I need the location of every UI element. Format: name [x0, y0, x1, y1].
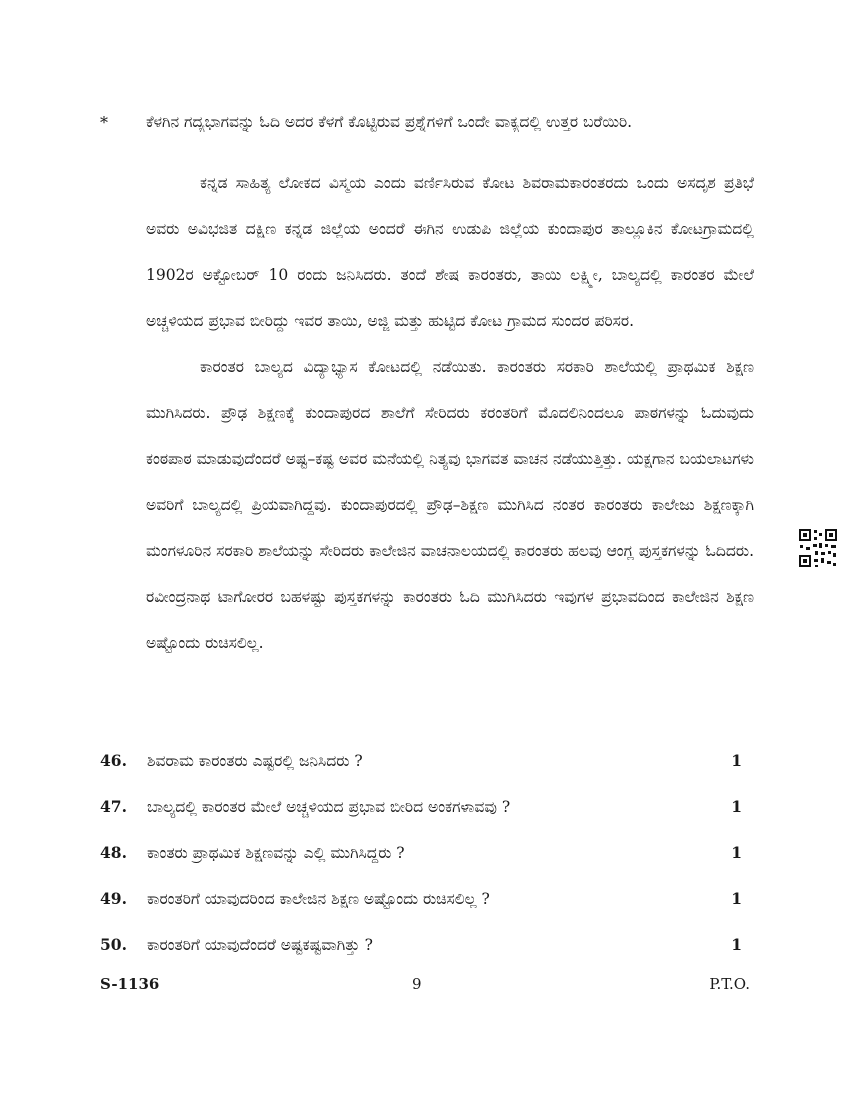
question-48 [100, 830, 750, 876]
question-number: 50. [100, 935, 127, 954]
passage [146, 160, 754, 666]
question-text: ಕಾರಂತರಿಗೆ ಯಾವುದೆಂದರೆ ಅಷ್ಟಕಷ್ಟವಾಗಿತ್ತು ? [147, 936, 373, 954]
question-text: ಬಾಲ್ಯದಲ್ಲಿ ಕಾರಂತರ ಮೇಲೆ ಅಚ್ಚಳಿಯದ ಪ್ರಭಾವ ಬೀರಿದ ಅಂಕಗಳಾವವು ? [147, 798, 511, 816]
page-number: 9 [412, 975, 422, 993]
question-marks: 1 [731, 751, 742, 770]
passage-paragraph-1: ಕನ್ನಡ ಸಾಹಿತ್ಯ ಲೋಕದ ವಿಸ್ಮಯ ಎಂದು ವರ್ಣಿಸಿರುವ ಕೋಟ ಶಿವರಾಮಕಾರಂತರದು ಒಂದು ಅಸದೃಶ ಪ್ರತಿಭೆ ಅವರು ಅವಿಭಜಿತ ದಕ್ಷಿಣ ಕನ್ನಡ ಜಿಲ್ಲೆಯ ಅಂದರೆ ಈಗಿನ ಉಡುಪಿ ಜಿಲ್ಲೆಯ ಕುಂದಾಪುರ ತಾಲ್ಲೂಕಿನ ಕೋಟಗ್ರಾಮದಲ್ಲಿ 1902ರ ಅಕ್ಟೋಬರ್ 10 ರಂದು ಜನಿಸಿದರು. ತಂದೆ ಶೇಷ ಕಾರಂತರು, ತಾಯಿ ಲಕ್ಷ್ಮೀ, ಬಾಲ್ಯದಲ್ಲಿ ಕಾರಂತರ ಮೇಲೆ ಅಚ್ಚಳಿಯದ ಪ್ರಭಾವ ಬೀರಿದ್ದು ಇವರ ತಾಯಿ, ಅಜ್ಜಿ ಮತ್ತು ಹುಟ್ಟಿದ ಕೋಟ ಗ್ರಾಮದ ಸುಂದರ ಪರಿಸರ. [146, 174, 754, 330]
question-47 [100, 784, 750, 830]
paper-code: S-1136 [100, 975, 160, 993]
question-46 [100, 738, 750, 784]
question-number: 47. [100, 797, 127, 816]
question-marks: 1 [731, 889, 742, 908]
question-50 [100, 922, 750, 968]
instruction-text: ಕೆಳಗಿನ ಗದ್ಯಭಾಗವನ್ನು ಓದಿ ಅದರ ಕೆಳಗೆ ಕೊಟ್ಟಿರುವ ಪ್ರಶ್ನೆಗಳಿಗೆ ಒಂದೇ ವಾಕ್ಯದಲ್ಲಿ ಉತ್ತರ ಬರೆಯಿರಿ. [146, 113, 633, 131]
question-list [100, 738, 750, 968]
pto-label: P.T.O. [709, 975, 750, 993]
question-text: ಶಿವರಾಮ ಕಾರಂತರು ಎಷ್ಟರಲ್ಲಿ ಜನಿಸಿದರು ? [147, 752, 363, 770]
qr-code-icon [798, 528, 838, 568]
question-number: 48. [100, 843, 127, 862]
question-number: 46. [100, 751, 127, 770]
question-49 [100, 876, 750, 922]
question-text: ಕಾಂತರು ಪ್ರಾಥಮಿಕ ಶಿಕ್ಷಣವನ್ನು ಎಲ್ಲಿ ಮುಗಿಸಿದ್ದರು ? [147, 844, 405, 862]
question-text: ಕಾರಂತರಿಗೆ ಯಾವುದರಿಂದ ಕಾಲೇಜಿನ ಶಿಕ್ಷಣ ಅಷ್ಟೊಂದು ರುಚಿಸಲಿಲ್ಲ ? [147, 890, 490, 908]
question-number: 49. [100, 889, 127, 908]
question-marks: 1 [731, 797, 742, 816]
passage-paragraph-2: ಕಾರಂತರ ಬಾಲ್ಯದ ವಿದ್ಯಾಭ್ಯಾಸ ಕೋಟದಲ್ಲಿ ನಡೆಯಿತು. ಕಾರಂತರು ಸರಕಾರಿ ಶಾಲೆಯಲ್ಲಿ ಪ್ರಾಥಮಿಕ ಶಿಕ್ಷಣ ಮುಗಿಸಿದರು. ಪ್ರೌಢ ಶಿಕ್ಷಣಕ್ಕೆ ಕುಂದಾಪುರದ ಶಾಲೆಗೆ ಸೇರಿದರು ಕರಂತರಿಗೆ ಮೊದಲಿನಿಂದಲೂ ಪಾಠಗಳನ್ನು ಓದುವುದು ಕಂಠಪಾಠ ಮಾಡುವುದೆಂದರೆ ಅಷ್ಟ–ಕಷ್ಟ ಅವರ ಮನೆಯಲ್ಲಿ ನಿತ್ಯವು ಭಾಗವತ ವಾಚನ ನಡೆಯುತ್ತಿತ್ತು. ಯಕ್ಷಗಾನ ಬಯಲಾಟಗಳು ಅವರಿಗೆ ಬಾಲ್ಯದಲ್ಲಿ ಪ್ರಿಯವಾಗಿದ್ದವು. ಕುಂದಾಪುರದಲ್ಲಿ ಪ್ರೌಢ–ಶಿಕ್ಷಣ ಮುಗಿಸಿದ ನಂತರ ಕಾರಂತರು ಕಾಲೇಜು ಶಿಕ್ಷಣಕ್ಕಾಗಿ ಮಂಗಳೂರಿನ ಸರಕಾರಿ ಶಾಲೆಯನ್ನು ಸೇರಿದರು ಕಾಲೇಜಿನ ವಾಚನಾಲಯದಲ್ಲಿ ಕಾರಂತರು ಹಲವು ಆಂಗ್ಲ ಪುಸ್ತಕಗಳನ್ನು ಓದಿದರು. ರವೀಂದ್ರನಾಥ ಟಾಗೋರರ ಬಹಳಷ್ಟು ಪುಸ್ತಕಗಳನ್ನು ಕಾರಂತರು ಓದಿ ಮುಗಿಸಿದರು ಇವುಗಳ ಪ್ರಭಾವದಿಂದ ಕಾಲೇಜಿನ ಶಿಕ್ಷಣ ಅಷ್ಟೊಂದು ರುಚಿಸಲಿಲ್ಲ. [146, 358, 754, 652]
question-marks: 1 [731, 935, 742, 954]
question-marks: 1 [731, 843, 742, 862]
page-footer [100, 975, 750, 999]
instruction-marker: * [100, 113, 108, 132]
